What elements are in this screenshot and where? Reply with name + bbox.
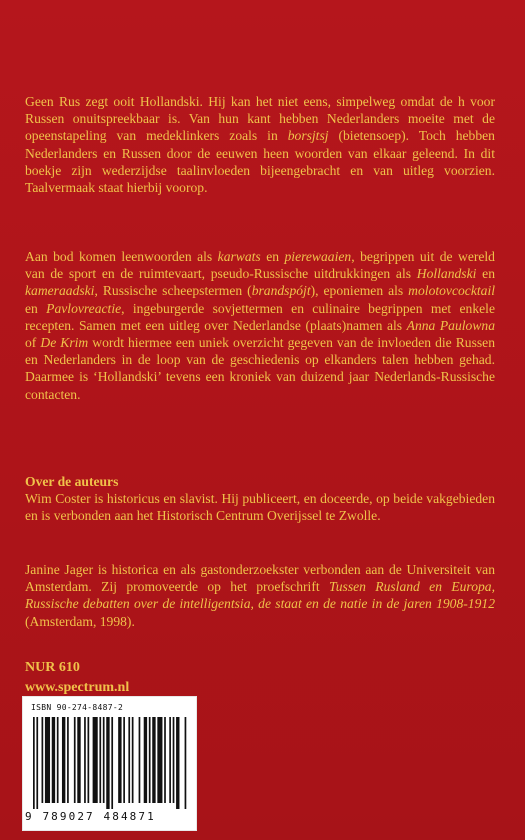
barcode-bar — [152, 717, 155, 803]
content-paragraph: Aan bod komen leenwoorden als karwats en pierewaaien, begrippen uit de wereld van de sport en de ruimtevaart, pseudo-Russische uitdrukkingen als Hollandski en kameraadski, Russische scheepstermen (brandspójt), eponiemen als molotovcocktail en Pavlovreactie, ingeburgerde sovjettermen en culinaire begrippen met enkele recepten. Samen met een uitleg over Nederlandse (plaats)namen als Anna Paulowna of De Krim wordt hiermee een uniek overzicht gegeven van de invloeden die Russen en Nederlanders in de loop van de geschiedenis op elkanders talen hebben gehad. Daarmee is ‘Hollandski’ tevens een kroniek van duizend jaar Nederlands-Russische contacten. — [25, 249, 496, 402]
barcode-bar — [139, 717, 141, 803]
barcode-bar — [106, 717, 109, 809]
author-bio-coster: Wim Coster is historicus en slavist. Hij publiceert, en doceerde, op beide vakgebieden en is verbonden aan het Historisch Centrum Overijssel te Zwolle. — [25, 491, 495, 524]
publisher-url: www.spectrum.nl — [25, 680, 130, 695]
barcode-bar — [118, 717, 121, 803]
barcode-bar — [176, 717, 179, 809]
barcode-bar — [84, 717, 86, 803]
barcode-bar — [169, 717, 171, 803]
barcode-bar — [173, 717, 175, 803]
authors-heading: Over de auteurs — [25, 474, 119, 489]
barcode-bar — [103, 717, 105, 803]
barcode-bars — [33, 717, 188, 809]
barcode-bar — [99, 717, 101, 803]
barcode — [22, 696, 197, 831]
authors-section — [25, 473, 495, 525]
intro-paragraph: Geen Rus zegt ooit Hollandski. Hij kan het niet eens, simpelweg omdat de h voor Russen onuitspreekbaar is. Van hun kant hebben Nederlanders moeite met de opeenstapeling van medeklinkers zoals in borsjtsj (bietensoep). Toch hebben Nederlanders en Russen door de eeuwen heen woorden van elkaar geleend. In dit boekje zijn wederzijdse taalinvloeden bijeengebracht en van uitleg voorzien. Taalvermaak staat hierbij voorop. — [25, 94, 495, 196]
ean-number: 9 789027 484871 — [25, 810, 156, 823]
barcode-bar — [67, 717, 69, 803]
author-bio-jager: Janine Jager is historica en als gastonderzoekster verbonden aan de Universiteit van Amsterdam. Zij promoveerde op het proefschrift Tussen Rusland en Europa, Russische debatten over de intelligentsia, de staat en de natie in de jaren 1908-1912 (Amsterdam, 1998). — [25, 562, 496, 629]
barcode-bar — [74, 717, 76, 803]
barcode-bar — [77, 717, 80, 803]
isbn-label: ISBN 90-274-8487-2 — [31, 703, 124, 712]
barcode-bar — [128, 717, 130, 803]
barcode-bar — [36, 717, 38, 809]
barcode-bar — [123, 717, 125, 803]
nur-code: NUR 610 — [25, 660, 80, 675]
barcode-bar — [33, 717, 35, 809]
barcode-bar — [144, 717, 147, 803]
barcode-bar — [57, 717, 59, 803]
barcode-bar — [185, 717, 187, 809]
barcode-bar — [132, 717, 134, 803]
barcode-bar — [164, 717, 166, 803]
barcode-bar — [111, 717, 113, 809]
barcode-bar — [52, 717, 55, 803]
barcode-bar — [42, 717, 44, 803]
barcode-bar — [88, 717, 90, 803]
barcode-bar — [62, 717, 65, 803]
barcode-bar — [93, 717, 98, 803]
barcode-bar — [149, 717, 151, 803]
barcode-bar — [157, 717, 162, 803]
barcode-bar — [45, 717, 50, 803]
